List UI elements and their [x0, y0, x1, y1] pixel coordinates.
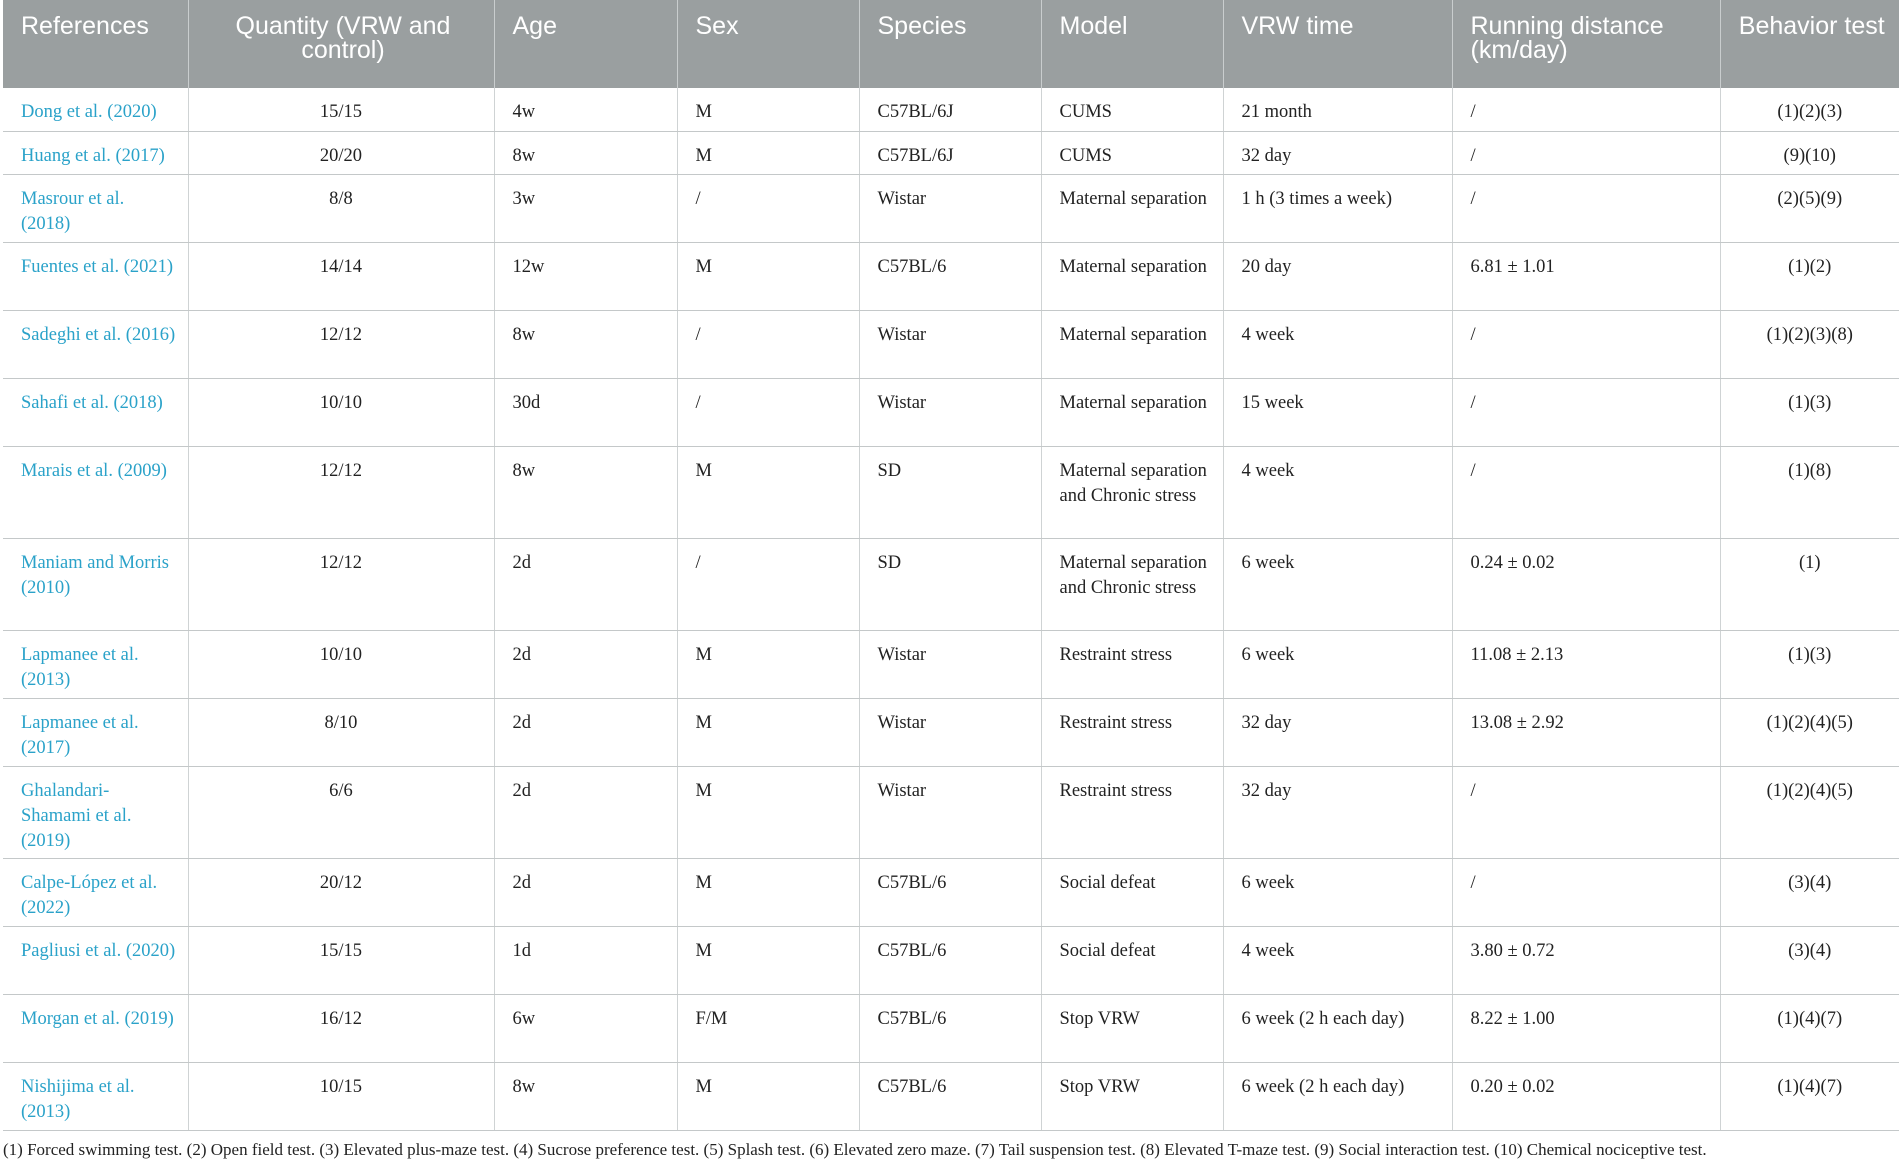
vrw-time-cell: 32 day	[1223, 766, 1452, 858]
table-row	[3, 630, 1899, 698]
table-row	[3, 858, 1899, 926]
sex-cell: M	[677, 766, 859, 858]
header-references: References	[3, 0, 188, 88]
age-cell: 8w	[494, 310, 677, 378]
running-distance-cell: /	[1452, 88, 1720, 131]
vrw-time-cell: 6 week	[1223, 630, 1452, 698]
species-cell: C57BL/6	[859, 926, 1041, 994]
reference-link[interactable]: Sadeghi et al. (2016)	[3, 310, 188, 378]
behavior-test-cell: (1)(2)(4)(5)	[1720, 766, 1899, 858]
vrw-time-cell: 6 week	[1223, 538, 1452, 630]
header-sex: Sex	[677, 0, 859, 88]
header-behavior-test: Behavior test	[1720, 0, 1899, 88]
quantity-cell: 16/12	[188, 994, 494, 1062]
behavior-test-cell: (9)(10)	[1720, 131, 1899, 174]
behavior-test-cell: (1)(2)(3)(8)	[1720, 310, 1899, 378]
quantity-cell: 10/15	[188, 1062, 494, 1130]
species-cell: Wistar	[859, 630, 1041, 698]
behavior-test-cell: (1)(3)	[1720, 630, 1899, 698]
document	[3, 0, 1899, 1161]
running-distance-cell: /	[1452, 446, 1720, 538]
age-cell: 3w	[494, 174, 677, 242]
vrw-time-cell: 32 day	[1223, 698, 1452, 766]
quantity-cell: 10/10	[188, 630, 494, 698]
header-species: Species	[859, 0, 1041, 88]
model-cell: Maternal separation	[1041, 174, 1223, 242]
table-row	[3, 766, 1899, 858]
vrw-time-cell: 15 week	[1223, 378, 1452, 446]
quantity-cell: 12/12	[188, 538, 494, 630]
sex-cell: M	[677, 926, 859, 994]
model-cell: Stop VRW	[1041, 1062, 1223, 1130]
behavior-test-cell: (1)(8)	[1720, 446, 1899, 538]
species-cell: Wistar	[859, 766, 1041, 858]
vrw-time-cell: 1 h (3 times a week)	[1223, 174, 1452, 242]
table-row	[3, 88, 1899, 131]
species-cell: C57BL/6J	[859, 88, 1041, 131]
references-table	[3, 0, 1899, 1131]
reference-link[interactable]: Masrour et al. (2018)	[3, 174, 188, 242]
sex-cell: M	[677, 1062, 859, 1130]
reference-link[interactable]: Calpe-López et al. (2022)	[3, 858, 188, 926]
behavior-test-cell: (2)(5)(9)	[1720, 174, 1899, 242]
reference-link[interactable]: Sahafi et al. (2018)	[3, 378, 188, 446]
model-cell: Restraint stress	[1041, 630, 1223, 698]
header-model: Model	[1041, 0, 1223, 88]
species-cell: C57BL/6	[859, 1062, 1041, 1130]
quantity-cell: 10/10	[188, 378, 494, 446]
vrw-time-cell: 6 week (2 h each day)	[1223, 1062, 1452, 1130]
sex-cell: F/M	[677, 994, 859, 1062]
sex-cell: M	[677, 630, 859, 698]
sex-cell: M	[677, 131, 859, 174]
reference-link[interactable]: Pagliusi et al. (2020)	[3, 926, 188, 994]
table-row	[3, 310, 1899, 378]
behavior-test-cell: (1)(2)(3)	[1720, 88, 1899, 131]
behavior-test-cell: (3)(4)	[1720, 926, 1899, 994]
quantity-cell: 20/20	[188, 131, 494, 174]
reference-link[interactable]: Nishijima et al. (2013)	[3, 1062, 188, 1130]
species-cell: Wistar	[859, 698, 1041, 766]
age-cell: 2d	[494, 538, 677, 630]
vrw-time-cell: 21 month	[1223, 88, 1452, 131]
model-cell: Stop VRW	[1041, 994, 1223, 1062]
reference-link[interactable]: Morgan et al. (2019)	[3, 994, 188, 1062]
vrw-time-cell: 32 day	[1223, 131, 1452, 174]
model-cell: Social defeat	[1041, 858, 1223, 926]
quantity-cell: 8/10	[188, 698, 494, 766]
behavior-test-cell: (1)(3)	[1720, 378, 1899, 446]
behavior-test-cell: (1)	[1720, 538, 1899, 630]
model-cell: Maternal separation and Chronic stress	[1041, 538, 1223, 630]
reference-link[interactable]: Lapmanee et al. (2017)	[3, 698, 188, 766]
model-cell: CUMS	[1041, 88, 1223, 131]
table-row	[3, 378, 1899, 446]
running-distance-cell: 0.20 ± 0.02	[1452, 1062, 1720, 1130]
quantity-cell: 15/15	[188, 926, 494, 994]
table-row	[3, 1062, 1899, 1130]
table-row	[3, 174, 1899, 242]
species-cell: Wistar	[859, 310, 1041, 378]
species-cell: Wistar	[859, 378, 1041, 446]
running-distance-cell: 11.08 ± 2.13	[1452, 630, 1720, 698]
reference-link[interactable]: Marais et al. (2009)	[3, 446, 188, 538]
sex-cell: /	[677, 378, 859, 446]
species-cell: SD	[859, 538, 1041, 630]
vrw-time-cell: 4 week	[1223, 446, 1452, 538]
sex-cell: /	[677, 174, 859, 242]
species-cell: SD	[859, 446, 1041, 538]
running-distance-cell: /	[1452, 310, 1720, 378]
model-cell: Maternal separation	[1041, 310, 1223, 378]
running-distance-cell: 0.24 ± 0.02	[1452, 538, 1720, 630]
quantity-cell: 12/12	[188, 446, 494, 538]
table-row	[3, 698, 1899, 766]
running-distance-cell: /	[1452, 174, 1720, 242]
behavior-test-cell: (1)(4)(7)	[1720, 1062, 1899, 1130]
reference-link[interactable]: Huang et al. (2017)	[3, 131, 188, 174]
header-running-distance: Running distance (km/day)	[1452, 0, 1720, 88]
age-cell: 12w	[494, 242, 677, 310]
header-row	[3, 0, 1899, 88]
table-row	[3, 926, 1899, 994]
sex-cell: /	[677, 310, 859, 378]
running-distance-cell: 3.80 ± 0.72	[1452, 926, 1720, 994]
header-vrw-time: VRW time	[1223, 0, 1452, 88]
header-age: Age	[494, 0, 677, 88]
table-row	[3, 994, 1899, 1062]
reference-link[interactable]: Maniam and Morris (2010)	[3, 538, 188, 630]
model-cell: Maternal separation	[1041, 242, 1223, 310]
model-cell: Restraint stress	[1041, 698, 1223, 766]
reference-link[interactable]: Dong et al. (2020)	[3, 88, 188, 131]
age-cell: 2d	[494, 766, 677, 858]
vrw-time-cell: 6 week (2 h each day)	[1223, 994, 1452, 1062]
age-cell: 8w	[494, 131, 677, 174]
age-cell: 2d	[494, 858, 677, 926]
model-cell: Social defeat	[1041, 926, 1223, 994]
reference-link[interactable]: Ghalandari-Shamami et al. (2019)	[3, 766, 188, 858]
species-cell: Wistar	[859, 174, 1041, 242]
running-distance-cell: /	[1452, 378, 1720, 446]
age-cell: 30d	[494, 378, 677, 446]
sex-cell: /	[677, 538, 859, 630]
header-quantity: Quantity (VRW and control)	[188, 0, 494, 88]
age-cell: 2d	[494, 698, 677, 766]
age-cell: 4w	[494, 88, 677, 131]
age-cell: 2d	[494, 630, 677, 698]
table-row	[3, 538, 1899, 630]
behavior-test-cell: (1)(2)(4)(5)	[1720, 698, 1899, 766]
table-row	[3, 131, 1899, 174]
vrw-time-cell: 20 day	[1223, 242, 1452, 310]
running-distance-cell: /	[1452, 858, 1720, 926]
age-cell: 8w	[494, 1062, 677, 1130]
behavior-test-cell: (1)(2)	[1720, 242, 1899, 310]
running-distance-cell: 13.08 ± 2.92	[1452, 698, 1720, 766]
age-cell: 8w	[494, 446, 677, 538]
species-cell: C57BL/6	[859, 858, 1041, 926]
quantity-cell: 8/8	[188, 174, 494, 242]
age-cell: 6w	[494, 994, 677, 1062]
table-body	[3, 88, 1899, 1130]
model-cell: Maternal separation and Chronic stress	[1041, 446, 1223, 538]
behavior-test-cell: (3)(4)	[1720, 858, 1899, 926]
table-footnote: (1) Forced swimming test. (2) Open field test. (3) Elevated plus-maze test. (4) Sucrose preference test. (5) Splash test. (6) Elevated zero maze. (7) Tail suspension test. (8) Elevated T-maze test. (9) Social interaction test. (10) Chemical nociceptive test.	[3, 1139, 1707, 1159]
vrw-time-cell: 4 week	[1223, 310, 1452, 378]
quantity-cell: 6/6	[188, 766, 494, 858]
table-row	[3, 242, 1899, 310]
running-distance-cell: 6.81 ± 1.01	[1452, 242, 1720, 310]
species-cell: C57BL/6	[859, 994, 1041, 1062]
age-cell: 1d	[494, 926, 677, 994]
quantity-cell: 15/15	[188, 88, 494, 131]
table-row	[3, 446, 1899, 538]
sex-cell: M	[677, 446, 859, 538]
species-cell: C57BL/6J	[859, 131, 1041, 174]
model-cell: CUMS	[1041, 131, 1223, 174]
reference-link[interactable]: Lapmanee et al. (2013)	[3, 630, 188, 698]
running-distance-cell: /	[1452, 131, 1720, 174]
species-cell: C57BL/6	[859, 242, 1041, 310]
running-distance-cell: 8.22 ± 1.00	[1452, 994, 1720, 1062]
behavior-test-cell: (1)(4)(7)	[1720, 994, 1899, 1062]
quantity-cell: 12/12	[188, 310, 494, 378]
sex-cell: M	[677, 88, 859, 131]
model-cell: Restraint stress	[1041, 766, 1223, 858]
quantity-cell: 20/12	[188, 858, 494, 926]
vrw-time-cell: 6 week	[1223, 858, 1452, 926]
sex-cell: M	[677, 242, 859, 310]
sex-cell: M	[677, 698, 859, 766]
reference-link[interactable]: Fuentes et al. (2021)	[3, 242, 188, 310]
quantity-cell: 14/14	[188, 242, 494, 310]
running-distance-cell: /	[1452, 766, 1720, 858]
model-cell: Maternal separation	[1041, 378, 1223, 446]
sex-cell: M	[677, 858, 859, 926]
vrw-time-cell: 4 week	[1223, 926, 1452, 994]
